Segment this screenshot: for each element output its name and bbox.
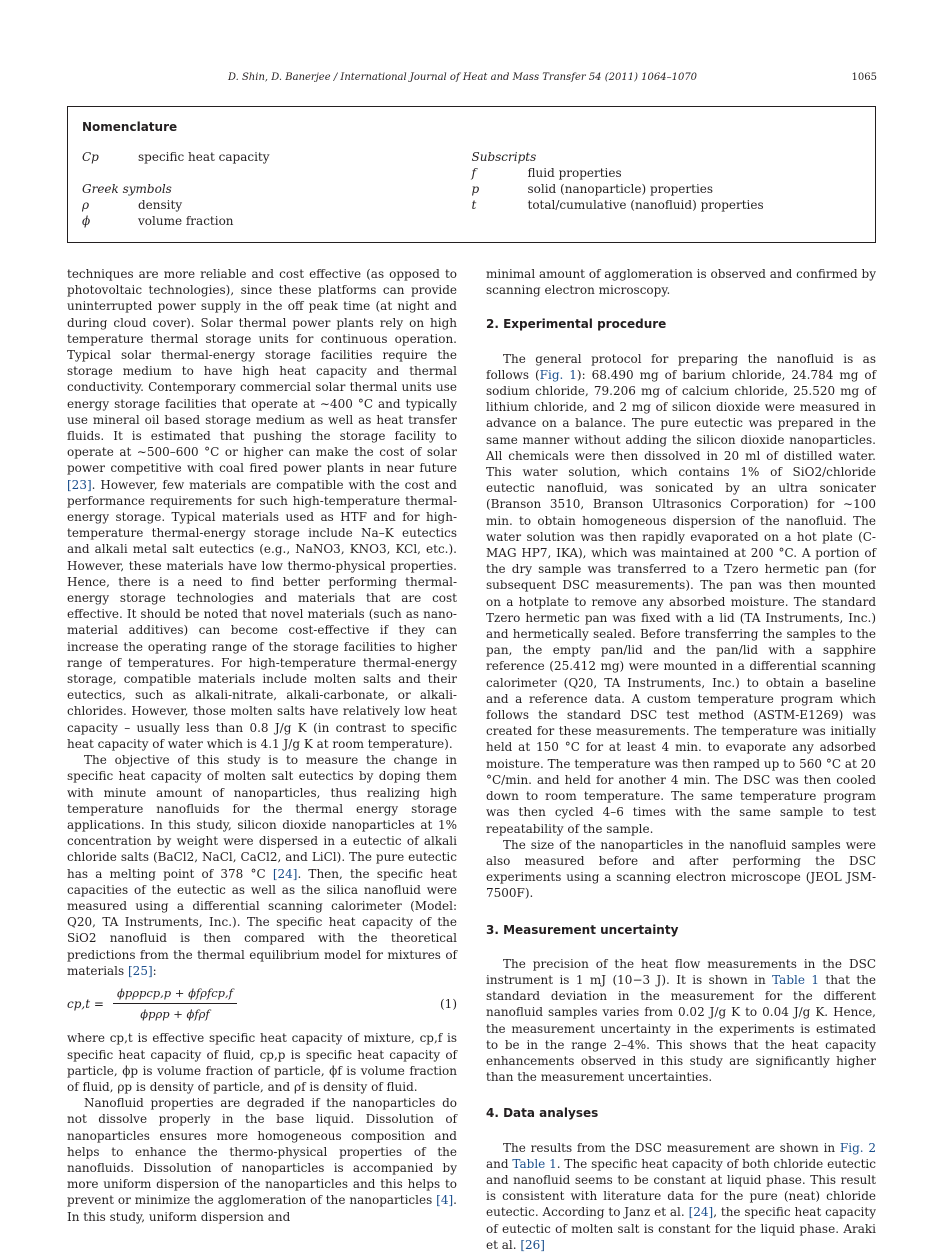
nomenclature-symbol: f	[471, 166, 476, 180]
nomenclature-entry	[472, 165, 862, 181]
section-heading: 2. Experimental procedure	[486, 317, 667, 332]
nomenclature-definition: density	[138, 198, 183, 212]
nomenclature-symbol: Cp	[82, 150, 99, 164]
nomenclature-entry	[82, 213, 472, 229]
nomenclature-left-column	[82, 149, 472, 229]
figure-link[interactable]: Fig. 2	[839, 1140, 876, 1155]
citation-link[interactable]: [4]	[436, 1193, 454, 1208]
nomenclature-symbol: ρ	[82, 198, 90, 212]
running-head-text: D. Shin, D. Banerjee / International Journal of Heat and Mass Transfer 54 (2011) 1064–1070	[227, 72, 698, 83]
paragraph: The results from the DSC measurement are shown in Fig. 2 and Table 1. The specific heat capacity of both chloride eutectic and nanofluid seems to be constant at liquid phase. This result is consistent with literature data for the pure (neat) chloride eutectic. According to Janz et al. [24], the specific heat capacity of eutectic of molten salt is constant for the liquid phase. Araki et al. [26]	[486, 1140, 876, 1252]
nomenclature-entry	[82, 149, 472, 165]
subscripts-heading: Subscripts	[471, 150, 537, 164]
nomenclature-title: Nomenclature	[82, 120, 178, 134]
nomenclature-right-column	[472, 149, 862, 229]
page-number: 1065	[851, 72, 877, 83]
nomenclature-symbol: ϕ	[82, 214, 91, 228]
nomenclature-definition: specific heat capacity	[138, 150, 270, 164]
figure-link[interactable]: Fig. 1	[539, 367, 577, 382]
paragraph: The objective of this study is to measure the change in specific heat capacity of molten salt eutectics by doping them with minute amount of nanoparticles, thus realizing high temperature nanofluids for the thermal energy storage applications. In this study, silicon dioxide nanoparticles at 1% concentration by weight were dispersed in a eutectic of alkali chloride salts (BaCl2, NaCl, CaCl2, and LiCl). The pure eutectic has a melting point of 378 °C [24]. Then, the specific heat capacities of the eutectic as well as the silica nanofluid were measured using a differential scanning calorimeter (Model: Q20, TA Instruments, Inc.). The specific heat capacity of the SiO2 nanofluid is then compared with the theoretical predictions from the thermal equilibrium model for mixtures of materials [25]:	[67, 753, 457, 978]
nomenclature-definition: volume fraction	[138, 214, 234, 228]
greek-symbols-heading: Greek symbols	[82, 182, 172, 196]
paragraph: The size of the nanoparticles in the nanofluid samples were also measured before and after performing the DSC experiments using a scanning electron microscope (JEOL JSM-7500F).	[486, 837, 876, 901]
equation-1	[67, 985, 457, 1022]
right-text-column	[486, 266, 876, 1253]
citation-link[interactable]: [24]	[272, 866, 298, 881]
table-link[interactable]: Table 1	[512, 1156, 557, 1171]
left-text-column	[67, 266, 457, 1225]
nomenclature-symbol: t	[471, 198, 477, 212]
paragraph: The general protocol for preparing the nanofluid is as follows (Fig. 1): 68.490 mg of barium chloride, 24.784 mg of sodium chloride, 79.206 mg of calcium chloride, 25.520 mg of lithium chloride, and 2 mg of silicon dioxide were measured in advance on a balance. The pure eutectic was prepared in the same manner without adding the silicon dioxide nanoparticles. All chemicals were then dissolved in 20 ml of distilled water. This water solution, which contains 1% of SiO2/chloride eutectic nanofluid, was sonicated by an ultra sonicater (Branson 3510, Branson Ultrasonics Corporation) for ∼100 min. to obtain homogeneous dispersion of the nanofluid. The water solution was then rapidly evaporated on a hot plate (C-MAG HP7, IKA), which was maintained at 200 °C. A portion of the dry sample was transferred to a Tzero hermetic pan (for subsequent DSC measurements). The pan was then mounted on a hotplate to remove any absorbed moisture. The standard Tzero hermetic pan was fixed with a lid (TA Instruments, Inc.) and hermetically sealed. Before transferring the samples to the pan, the empty pan/lid and the pan/lid with a sapphire reference (25.412 mg) were mounted in a differential scanning calorimeter (Q20, TA Instruments, Inc.) to obtain a baseline and a reference data. A custom temperature program which follows the standard DSC test method (ASTM-E1269) was created for these measurements. The temperature was initially held at 150 °C for at least 4 min. to evaporate any adsorbed moisture. The temperature was then ramped up to 560 °C at 20 °C/min. and held for another 4 min. The DSC was then cooled down to room temperature. The same temperature program was then cycled 4–6 times with the same sample to test repeatability of the sample.	[486, 351, 877, 836]
table-link[interactable]: Table 1	[772, 972, 819, 987]
equation-fraction	[113, 985, 237, 1022]
section-heading: 3. Measurement uncertainty	[486, 922, 679, 937]
nomenclature-entry	[82, 197, 472, 213]
nomenclature-definition: solid (nanoparticle) properties	[527, 182, 714, 196]
citation-link[interactable]: [26]	[520, 1237, 545, 1252]
paragraph: minimal amount of agglomeration is observed and confirmed by scanning electron microscopy.	[486, 267, 876, 298]
citation-link[interactable]: [23]	[67, 477, 92, 492]
paragraph: The precision of the heat flow measurements in the DSC instrument is 1 mJ (10−3 J). It is shown in Table 1 that the standard deviation in the measurement for the different nanofluid samples varies from 0.02 J/g K to 0.04 J/g K. Hence, the measurement uncertainty in the experiments is estimated to be in the range 2–4%. This shows that the heat capacity enhancements observed in this study are significantly higher than the measurement uncertainties.	[486, 956, 876, 1085]
nomenclature-symbol: p	[471, 182, 480, 196]
paragraph: techniques are more reliable and cost effective (as opposed to photovoltaic technologies), since these platforms can provide uninterrupted power supply in the off peak time (at night and during cloud cover). Solar thermal power plants rely on high temperature thermal storage units for continuous operation. Typical solar thermal-energy storage facilities require the storage medium to have high heat capacity and thermal conductivity. Contemporary commercial solar thermal units use energy storage facilities that operate at ∼400 °C and typically use mineral oil based storage medium as well as heat transfer fluids. It is estimated that pushing the storage facility to operate at ∼500–600 °C or higher can make the cost of solar power competitive with coal fired power plants in near future [23]. However, few materials are compatible with the cost and performance requirements for such high-temperature thermal-energy storage. Typical materials used as HTF and for high-temperature thermal-energy storage include Na–K eutectics and alkali metal salt eutectics (e.g., NaNO3, KNO3, KCl, etc.). However, these materials have low thermo-physical properties. Hence, there is a need to find better performing thermal-energy storage technologies and materials that are cost effective. It should be noted that novel materials (such as nano-material additives) can become cost-effective if they can increase the operating range of the storage facilities to higher range of temperatures. For high-temperature thermal-energy storage, compatible materials include molten salts and their eutectics, such as alkali-nitrate, alkali-carbonate, or alkali-chlorides. However, those molten salts have relatively low heat capacity – usually less than 0.8 J/g K (in contrast to specific heat capacity of water which is 4.1 J/g K at room temperature).	[67, 267, 457, 751]
paragraph: Nanofluid properties are degraded if the nanoparticles do not dissolve properly in the base liquid. Dissolution of nanoparticles ensures more homogeneous composition and helps to enhance the thermo-physical properties of the nanofluids. Dissolution of nanoparticles is accompanied by more uniform dispersion of the nanoparticles and this helps to prevent or minimize the agglomeration of the nanoparticles [4]. In this study, uniform dispersion and	[67, 1096, 457, 1224]
nomenclature-entry	[472, 181, 862, 197]
equation-numerator: ϕpρpcp,p + ϕfρfcp,f	[113, 985, 237, 1004]
nomenclature-definition: fluid properties	[527, 166, 622, 180]
citation-link[interactable]: [24]	[688, 1205, 714, 1220]
nomenclature-entry	[472, 197, 862, 213]
paragraph: where cp,t is effective specific heat capacity of mixture, cp,f is specific heat capacity of fluid, cp,p is specific heat capacity of particle, ϕp is volume fraction of particle, ϕf is volume fraction of fluid, ρp is density of particle, and ρf is density of fluid.	[67, 1031, 457, 1094]
equation-denominator: ϕpρp + ϕfρf	[140, 1007, 210, 1022]
citation-link[interactable]: [25]	[128, 963, 153, 978]
equation-number: (1)	[440, 996, 457, 1011]
section-heading: 4. Data analyses	[486, 1106, 599, 1121]
equation-lhs: cp,t =	[67, 996, 104, 1011]
running-head	[0, 72, 925, 83]
nomenclature-definition: total/cumulative (nanofluid) properties	[527, 198, 764, 212]
nomenclature-box	[67, 106, 876, 243]
